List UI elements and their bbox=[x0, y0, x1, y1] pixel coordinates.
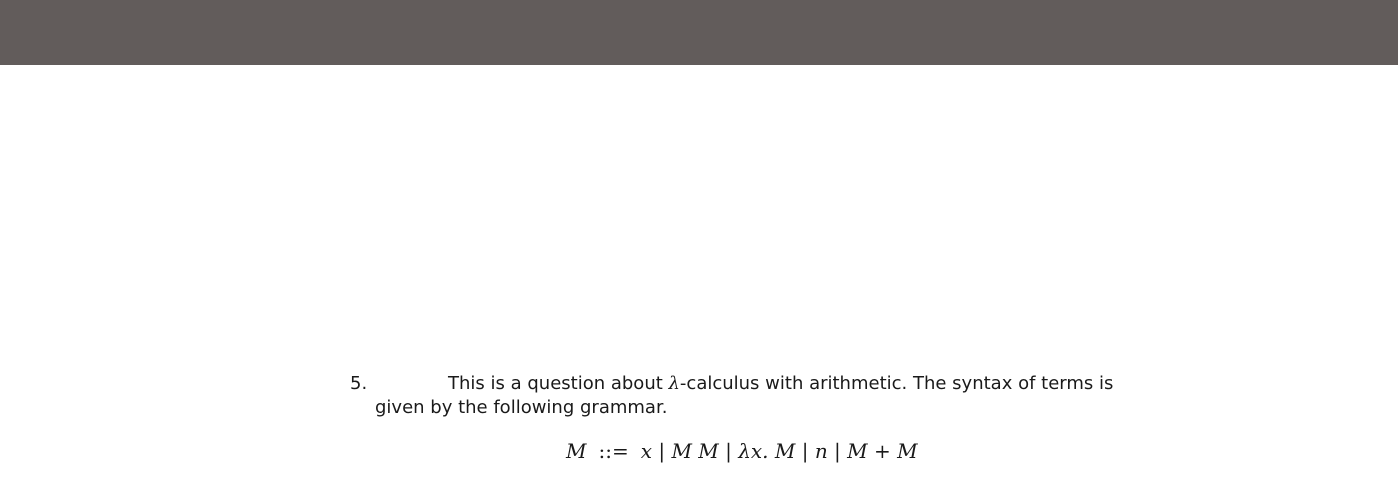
grammar-formula bbox=[566, 439, 918, 463]
question-text-line-2: given by the following grammar. bbox=[375, 397, 668, 418]
lambda-symbol: λ bbox=[668, 373, 680, 394]
question-text-part-2: -calculus with arithmetic. The syntax of terms is bbox=[679, 373, 1114, 394]
document-page bbox=[0, 65, 1398, 487]
grammar-lhs: M bbox=[566, 439, 587, 463]
grammar-rhs: x | M M | λx. M | n | M + M bbox=[640, 439, 918, 463]
grammar-operator: ::= bbox=[598, 439, 629, 463]
question-text-line-1 bbox=[448, 372, 1114, 396]
question-text-part-1: This is a question about bbox=[448, 373, 669, 394]
top-bar bbox=[0, 0, 1398, 65]
question-number: 5. bbox=[350, 373, 368, 394]
